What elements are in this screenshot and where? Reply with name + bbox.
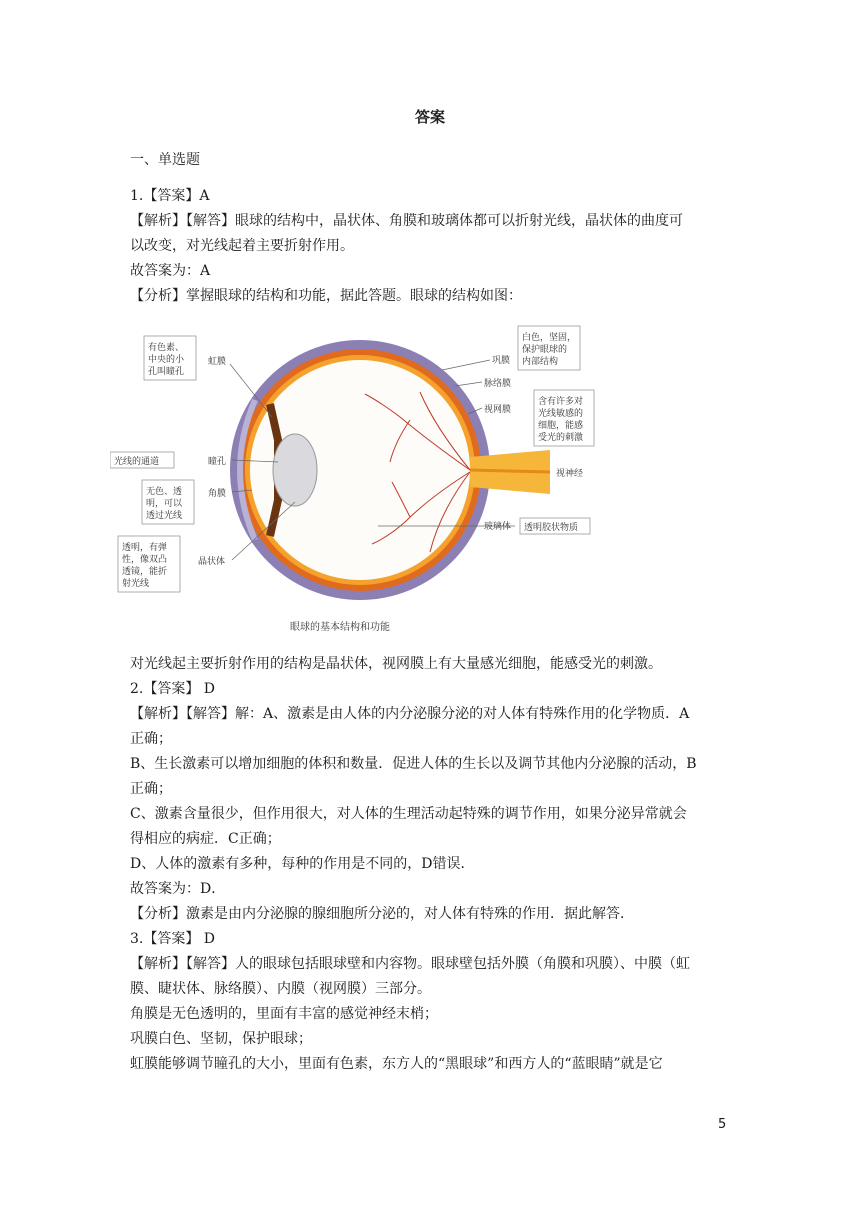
text-line: 正确；	[130, 731, 172, 747]
right-box-retina	[534, 390, 594, 446]
page-number: 5	[718, 1117, 727, 1132]
text-line: 3.【答案】 D	[130, 931, 216, 947]
svg-text:射光线: 射光线	[122, 579, 150, 589]
svg-text:孔叫瞳孔: 孔叫瞳孔	[148, 367, 185, 377]
label-optic-nerve: 视神经	[556, 469, 584, 479]
left-box-cornea	[142, 480, 194, 524]
text-line: 【解析】【解答】人的眼球包括眼球壁和内容物。眼球壁包括外膜（角膜和巩膜）、中膜（虹	[130, 956, 690, 972]
svg-text:中央的小: 中央的小	[148, 355, 185, 365]
lens-shape	[273, 434, 317, 506]
svg-text:受光的刺激: 受光的刺激	[538, 433, 584, 443]
svg-text:含有许多对: 含有许多对	[538, 397, 584, 407]
text-line: 对光线起主要折射作用的结构是晶状体，视网膜上有大量感光细胞，能感受光的刺激。	[130, 656, 662, 672]
answer-block-1	[130, 184, 740, 309]
label-retina: 视网膜	[484, 405, 512, 415]
label-sclera: 巩膜	[492, 356, 511, 366]
text-line: D、人体的激素有多种，每种的作用是不同的，D错误．	[130, 856, 475, 872]
text-line: 得相应的病症．C正确；	[130, 831, 281, 847]
left-box-iris	[144, 336, 196, 380]
right-box-vitreous	[520, 518, 590, 534]
section-heading: 一、单选题	[130, 152, 200, 168]
text-line: C、激素含量很少，但作用很大，对人体的生理活动起特殊的调节作用，如果分泌异常就会	[130, 806, 687, 822]
text-line: 膜、睫状体、脉络膜）、内膜（视网膜）三部分。	[130, 981, 431, 997]
text-line: 故答案为：A	[130, 263, 211, 279]
svg-text:光线敏感的: 光线敏感的	[538, 409, 584, 419]
text-line: 1.【答案】A	[130, 188, 210, 204]
text-line: B、生长激素可以增加细胞的体积和数量．促进人体的生长以及调节其他内分泌腺的活动，B	[130, 756, 697, 772]
text-line: 以改变，对光线起着主要折射作用。	[130, 238, 354, 254]
svg-text:明，可以: 明，可以	[146, 499, 183, 509]
label-pupil: 瞳孔	[208, 457, 227, 467]
page-title: 答案	[414, 108, 445, 126]
label-choroid: 脉络膜	[484, 379, 512, 389]
svg-text:透镜，能折: 透镜，能折	[122, 567, 168, 577]
label-lens: 晶状体	[198, 557, 226, 567]
optic-nerve-core	[470, 470, 550, 472]
label-iris: 虹膜	[208, 357, 227, 367]
text-line: 故答案为：D．	[130, 881, 226, 897]
label-cornea: 角膜	[208, 489, 227, 499]
svg-text:有色素、: 有色素、	[148, 343, 185, 353]
eye-structure-figure	[110, 322, 600, 642]
svg-text:光线的通道: 光线的通道	[114, 457, 160, 467]
eyeball-diagram	[110, 322, 600, 612]
label-vitreous-body: 玻璃体	[484, 522, 512, 532]
text-line: 巩膜白色、坚韧，保护眼球；	[130, 1031, 312, 1047]
answer-block-2	[130, 652, 740, 1077]
svg-text:透过光线: 透过光线	[146, 511, 183, 521]
text-line: 虹膜能够调节瞳孔的大小，里面有色素，东方人的“黑眼球”和西方人的“蓝眼睛”就是它	[130, 1056, 663, 1072]
svg-text:细胞，能感: 细胞，能感	[538, 421, 584, 431]
svg-text:内部结构: 内部结构	[522, 357, 559, 367]
text-line: 角膜是无色透明的，里面有丰富的感觉神经末梢；	[130, 1006, 438, 1022]
text-line: 2.【答案】 D	[130, 681, 216, 697]
left-box-lens	[118, 536, 180, 592]
svg-text:性，像双凸: 性，像双凸	[122, 555, 168, 565]
figure-caption: 眼球的基本结构和功能	[290, 622, 390, 633]
right-box-sclera	[518, 326, 580, 370]
svg-text:透明胶状物质: 透明胶状物质	[524, 523, 579, 533]
text-line: 【解析】【解答】眼球的结构中，晶状体、角膜和玻璃体都可以折射光线，晶状体的曲度可	[130, 213, 683, 229]
text-line: 【分析】掌握眼球的结构和功能，据此答题。眼球的结构如图：	[130, 288, 522, 304]
text-line: 【解析】【解答】解：A、激素是由人体的内分泌腺分泌的对人体有特殊作用的化学物质．A	[130, 706, 690, 722]
text-line: 正确；	[130, 781, 172, 797]
text-line: 【分析】激素是由内分泌腺的腺细胞所分泌的，对人体有特殊的作用．据此解答．	[130, 906, 634, 922]
svg-text:白色，坚固，: 白色，坚固，	[522, 333, 577, 343]
svg-text:无色、透: 无色、透	[146, 487, 183, 497]
left-box-pupil	[110, 452, 174, 468]
svg-text:保护眼球的: 保护眼球的	[522, 345, 568, 355]
svg-text:透明，有弹: 透明，有弹	[122, 543, 168, 553]
